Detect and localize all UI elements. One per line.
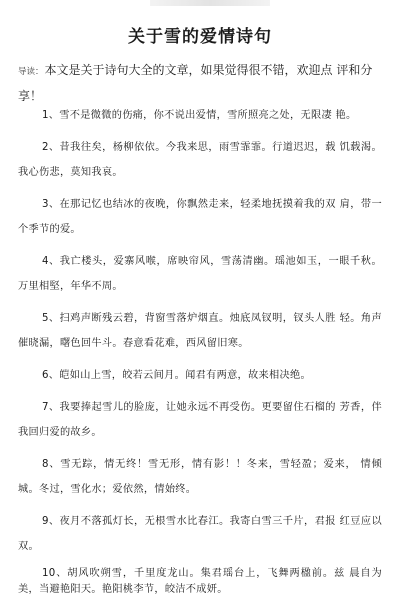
- poem-list: [18, 103, 382, 605]
- poem-item: 7、我要捧起雪儿的脸庞，让她永远不再受伤。更要留住石榴的 芳香，伴我回归爱的故乡。: [18, 402, 382, 438]
- poem-item: 9、夜月不落孤灯长，无根雪水比春江。我寄白雪三千片，君报 红豆应以双。: [18, 516, 382, 552]
- poem-item: 10、胡风吹朔雪，千里度龙山。集君瑶台上，飞舞两楹前。兹 晨自为美，当避艳阳天。艳阳桃李节，皎洁不成妍。: [18, 568, 382, 595]
- poem-item: 5、扫鸡声断残云碧，背窗雪落炉烟直。烛底凤钗明，钗头人胜 轻。角声催晓漏，曙色回牛斗。春意看花难，西风留旧寒。: [18, 313, 382, 349]
- poem-item: 1、雪不是微微的伤痛，你不说出爱情，雪所照亮之处，无限凄 艳。: [42, 110, 357, 121]
- page-title: 关于雪的爱情诗句: [128, 27, 272, 47]
- intro-lead: 导读：: [18, 67, 44, 77]
- poem-item: 6、皑如山上雪，皎若云间月。闻君有两意，故来相决绝。: [42, 370, 311, 381]
- intro-paragraph: [18, 58, 384, 108]
- poem-item: 8、雪无踪，情无终！雪无形，情有影！！冬来，雪轻盈；爱来， 情倾城。冬过，雪化水；爱依然，情始终。: [18, 459, 382, 495]
- poem-item: 2、昔我往矣，杨柳依依。今我来思，雨雪霏霏。行道迟迟，载 饥载渴。我心伤悲，莫知我哀。: [18, 142, 382, 178]
- poem-item: 3、在那记忆也结冰的夜晚，你飘然走来，轻柔地抚摸着我的双 肩，带一个季节的爱。: [18, 199, 382, 235]
- top-watermark: [150, 0, 270, 6]
- intro-text: 本文是关于诗句大全的文章，如果觉得很不错，欢迎点 评和分享！: [18, 63, 373, 103]
- poem-item: 4、我亡楼头，爱寨风喉，席映帘风，雪荡清幽。瑶池如玉，一眼千秋。万里相堅，年华不周。: [18, 256, 382, 292]
